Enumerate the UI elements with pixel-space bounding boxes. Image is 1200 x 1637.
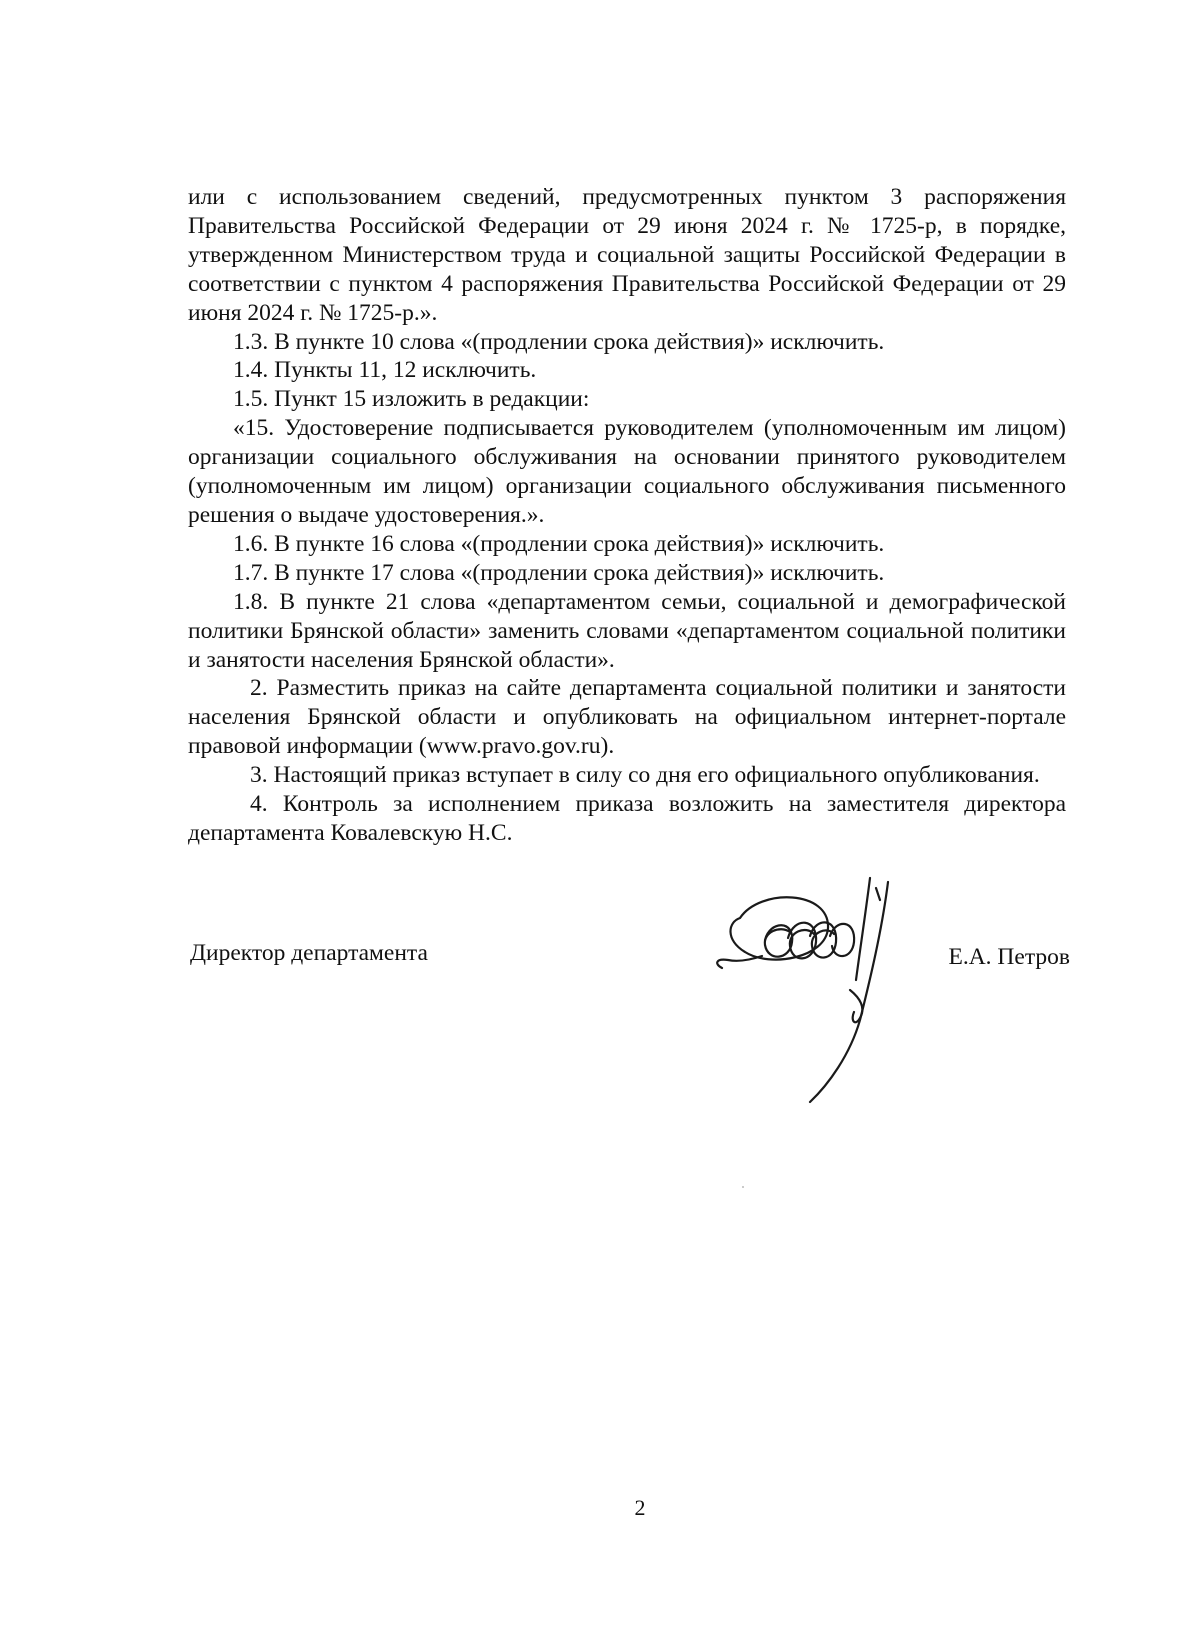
signature-block <box>190 940 1070 980</box>
document-body <box>188 183 1066 848</box>
paragraph-item-3: 3. Настоящий приказ вступает в силу со дня его официального опубликования. <box>250 762 1040 789</box>
handwritten-signature <box>710 870 920 1110</box>
paragraph-item-1-7: 1.7. В пункте 17 слова «(продлении срока действия)» исключить. <box>233 559 885 586</box>
paragraph-item-1-6: 1.6. В пункте 16 слова «(продлении срока действия)» исключить. <box>233 530 885 557</box>
paragraph-item-15-quote: «15. Удостоверение подписывается руководителем (уполномоченным им лицом) организации социального обслуживания на основании принятого руководителем (уполномоченным им лицом) организации социального обслуживания письменного решения о выдаче удостоверения.». <box>188 415 1066 528</box>
paragraph-item-1-5: 1.5. Пункт 15 изложить в редакции: <box>233 386 590 413</box>
paragraph-continuation: или с использованием сведений, предусмотренных пунктом 3 распоряжения Правительства Российской Федерации от 29 июня 2024 г. № 1725-р, в порядке, утвержденном Министерством труда и социальной защиты Российской Федерации в соответствии с пунктом 4 распоряжения Правительства Российской Федерации от 29 июня 2024 г. № 1725-р.». <box>188 184 1066 326</box>
scan-speck <box>742 1186 744 1188</box>
paragraph-item-2: 2. Разместить приказ на сайте департамента социальной политики и занятости населения Брянской области и опубликовать на официальном интернет-портале правовой информации (www.pravo.gov.ru). <box>188 675 1066 760</box>
paragraph-item-4: 4. Контроль за исполнением приказа возложить на заместителя директора департамента Ковалевскую Н.С. <box>188 791 1066 846</box>
paragraph-item-1-8: 1.8. В пункте 21 слова «департаментом семьи, социальной и демографической политики Брянской области» заменить словами «департаментом социальной политики и занятости населения Брянской области». <box>188 588 1066 673</box>
signer-position: Директор департамента <box>190 940 428 966</box>
page-number: 2 <box>634 1495 646 1520</box>
paragraph-item-1-4: 1.4. Пункты 11, 12 исключить. <box>233 357 537 384</box>
paragraph-item-1-3: 1.3. В пункте 10 слова «(продлении срока действия)» исключить. <box>233 328 885 355</box>
signer-name: Е.А. Петров <box>948 944 1070 970</box>
